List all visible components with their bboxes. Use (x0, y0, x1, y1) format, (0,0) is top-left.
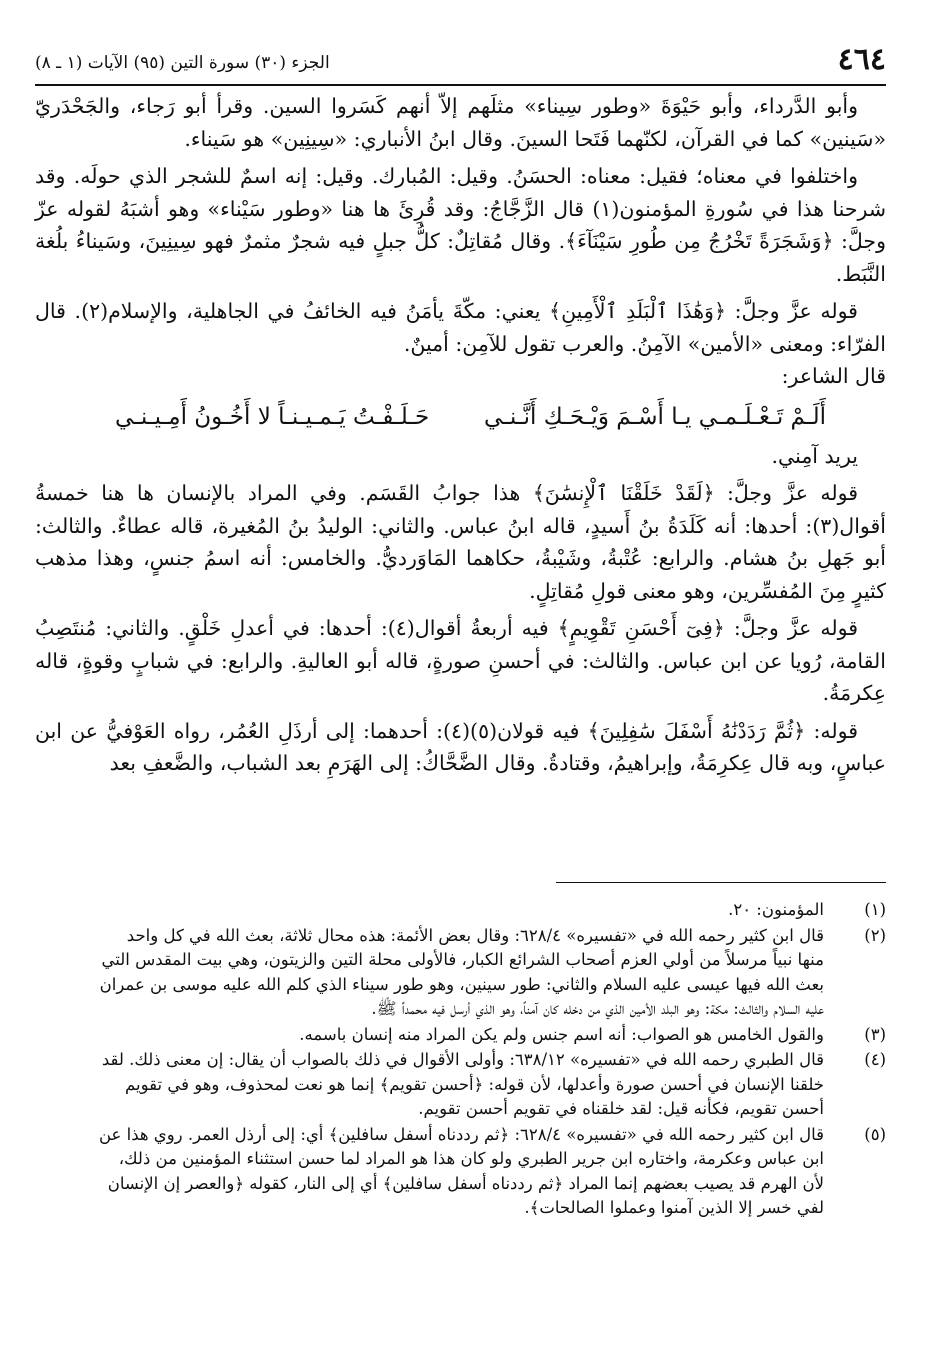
text-line: قاله عِكرمَةُ. (35, 648, 886, 705)
text-line: واختلفوا في معناه؛ فقيل: معناه: الحسَنُ. وقيل: المُبارك. وقيل: إنه اسمٌ للشجر الذي حولَه. (73, 164, 858, 188)
text-line: يريد آمِني. (771, 443, 858, 468)
footnote-separator (556, 882, 886, 883)
footnote-line: بعث الله فيها عيسى عليه السلام والثاني: طور سينين، وهو طور سيناء الذي كلم الله عليه موسى بن عمران (99, 974, 824, 994)
footnote-line: قال الطبري رحمه الله في «تفسيره» ٦٣٨/١٢: وأولى الأقوال في ذلك بالصواب أن يقال: إن معنى ذلك. لقد (101, 1050, 824, 1069)
paragraph (35, 90, 886, 155)
footnote-line: عليه السلام والثالث: مكة: وهو البلد الأمين الذي من دخله كان آمناً، وهو الذي أرسل فيه محمداً ﷺ. (371, 999, 824, 1018)
poem-verse (35, 398, 886, 436)
footnote-line: ابن عباس وعكرمة، واختاره ابن جرير الطبري ولو كان هذا هو المراد لما حسن استثناء المؤمنين من ذلك، (118, 1149, 824, 1168)
footnote-line: منها نبياً مرسلاً من أولي العزم أصحاب الشرائع الكبار، فالأولى محلة التين والزيتون، وهي بيت المقدس التي (101, 950, 824, 969)
poem-hemistich-left: حَـلَـفْـتُ يَـمـيـنـاً لا أَخُـونُ أَمِـيـنـي (115, 403, 430, 430)
footnote (35, 1048, 886, 1122)
poet-intro: قال الشاعر: (781, 364, 886, 388)
text-line: قوله عزَّ وجلَّ: ﴿لَقَدْ خَلَقْنَا ٱلْإِنسَٰنَ﴾ هذا جوابُ القَسَم. وفي المراد بالإنسان ها هنا خمسةُ (35, 481, 858, 505)
footnote-text (35, 1123, 824, 1221)
footnote (35, 924, 886, 1022)
footnote-line: والقول الخامس هو الصواب: أنه اسم جنس ولم يكن المراد منه إنسان باسمه. (299, 1024, 824, 1044)
paragraph (35, 160, 886, 290)
footnote-number: (٢) (864, 925, 886, 945)
text-line: القامة، رُويا عن ابن عباس. والثالث: في أحسنِ صورةٍ، قاله أبو العاليةِ. والرابع: في شبابٍ وقوةٍ، (75, 648, 886, 673)
text-line: النَّبَط. (835, 261, 886, 286)
text-line: الفرّاء: ومعنى «الأمين» الآمِنُ. والعرب تقول للآمِن: أمينٌ. (403, 331, 886, 356)
footnote-number: (١) (864, 900, 886, 919)
poem-hemistich-right: أَلَـمْ تَـعْـلَـمـي يـا أَسْـمَ وَيْـحَـكِ أَنَّـنـي (484, 403, 826, 430)
footnote (35, 898, 886, 923)
running-head: الجزء (٣٠) سورة التين (٩٥) الآيات (١ ـ ٨) (35, 53, 330, 73)
text-line: أبو جَهلِ بنُ هشام. والرابع: عُتْبةُ، وشَيْبةُ، حكاهما المَاوَرديُّ. والخامس: أنه اسمُ جنسٍ، وهذا (96, 546, 886, 570)
footnotes (35, 898, 886, 1222)
paragraph (35, 440, 886, 473)
footnote-line: المؤمنون: ٢٠. (728, 900, 824, 919)
footnote-text (35, 1023, 824, 1048)
text-line: قوله عزَّ وجلَّ: ﴿وَهَٰذَا ٱلْبَلَدِ ٱلْأَمِينِ﴾ يعني: مكّةَ يأمَنُ فيه الخائفُ في الجاهلية، والإسلام(٢). قال (35, 299, 858, 323)
footnote-number: (٥) (864, 1124, 886, 1144)
text-line: قوله عزَّ وجلَّ: ﴿فِىٓ أَحْسَنِ تَقْوِيمٍ﴾ فيه أربعةُ أقوال(٤): أحدها: في أعدلِ خَلْقٍ. والثاني: مُنتَصِبُ (35, 616, 858, 640)
footnote-number: (٤) (864, 1050, 886, 1069)
footnote (35, 1023, 886, 1048)
text-line: وقد شرحنا هذا في سُورةِ المؤمنون(١) قال الزَّجَّاجُ: وقد قُرِئَ ها هنا «وطور سَيْناء» وهو أشبَهُ لقوله عزّ (35, 164, 886, 221)
text-line: وجلَّ: ﴿وَشَجَرَةً تَخْرُجُ مِن طُورِ سَيْنَآءَ﴾. وقال مُقاتِلٌ: كلُّ جبلٍ فيه شجرٌ مثمرٌ فهو سِينِينَ، وسَيناءُ بلُغة (35, 229, 886, 253)
text-line: قوله: ﴿ثُمَّ رَدَدْنَٰهُ أَسْفَلَ سَٰفِلِينَ﴾ فيه قولان(٥)(٤): أحدهما: إلى أرذَلِ العُمُر، رواه العَوْفيُّ عن ابن (35, 718, 858, 743)
footnote-text (35, 924, 824, 1022)
paragraph (35, 715, 886, 780)
paragraph (35, 477, 886, 607)
text-line: أقوال(٣): أحدها: أنه كَلَدَةُ بنُ أَسيدٍ، قاله ابنُ عباس. والثاني: الوليدُ بنُ المُغيرة، قاله عطاءٌ. والثالث: (35, 513, 886, 538)
footnote-line: قال ابن كثير رحمه الله في «تفسيره» ٦٢٨/٤: وقال بعض الأئمة: هذه محال ثلاثة، بعث الله في كل واحد (126, 925, 824, 945)
paragraph (35, 612, 886, 710)
footnote (35, 1123, 886, 1221)
text-line: مذهب كثيرٍ مِنَ المُفسِّرين، وهو معنى قولِ مُقاتِلٍ. (35, 546, 886, 603)
footnote-line: قال ابن كثير رحمه الله في «تفسيره» ٦٢٨/٤: ﴿ثم رددناه أسفل سافلين﴾ أي: إلى أرذل العمر. روي هذا عن (98, 1124, 824, 1144)
text-line: وأبو الدَّرداء، وأبو حَيْوَةَ «وطور سِيناء» مثلَهم إلاّ أنهم كَسَروا السين. وقرأ أبو رَجاء، والجَحْدَريّ (35, 94, 858, 118)
footnote-line: لفي خسر إلا الذين آمنوا وعملوا الصالحات﴾. (524, 1198, 824, 1217)
page-header (35, 40, 886, 86)
paragraph (35, 295, 886, 393)
footnote-line: خلقنا الإنسان في أحسن صورة وأعدلها، لأن قوله: ﴿أحسن تقويم﴾ إنما هو نعت لمحذوف، وهو في تقويم (125, 1074, 824, 1094)
main-text (35, 90, 886, 785)
footnote-line: لأن الهرم قد يصيب بعضهم إنما المراد ﴿ثم رددناه أسفل سافلين﴾ أي إلى النار، كقوله ﴿والعصر إن الإنسان (107, 1173, 824, 1193)
text-line: «سَينين» كما في القرآن، لكنّهما فَتَحا السينَ. وقال ابنُ الأنباري: «سِينِين» هو سَيناء. (184, 126, 886, 151)
footnote-text (35, 898, 824, 923)
page-number: ٤٦٤ (837, 42, 886, 77)
footnote-number: (٣) (864, 1024, 886, 1044)
text-line: عباسٍ، وبه قال عِكرِمَةُ، وإبراهيمُ، وقتادةُ. وقال الضَّحَّاكُ: إلى الهَرَمِ بعد الشباب، والضَّعفِ بعد (109, 751, 886, 775)
footnote-line: أحسن تقويم، فكأنه قيل: لقد خلقناه في تقويم أحسن تقويم. (418, 1099, 824, 1118)
footnote-text (35, 1048, 824, 1122)
